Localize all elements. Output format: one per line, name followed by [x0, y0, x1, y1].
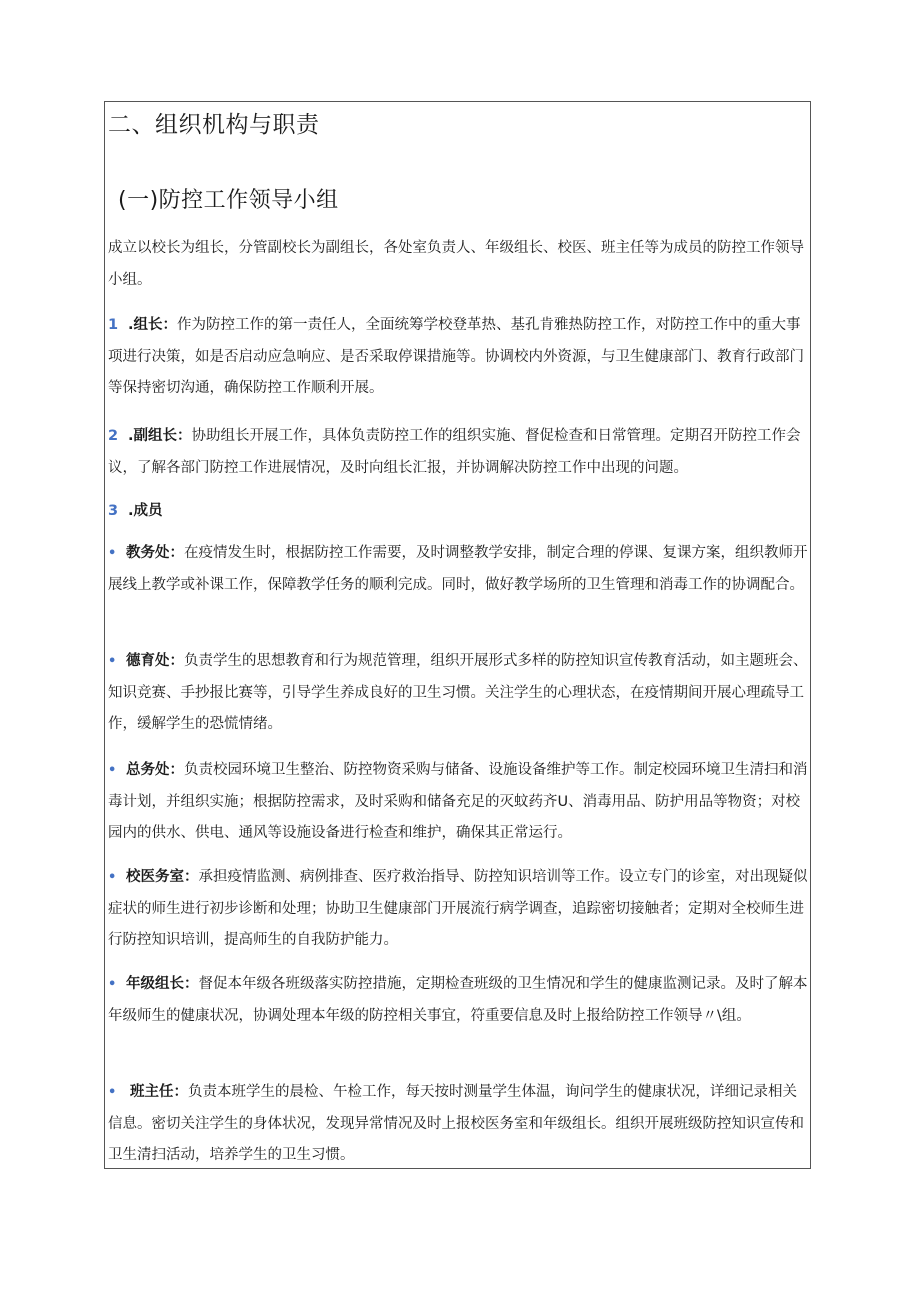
- numbered-item-deputy: [108, 421, 808, 484]
- member-term: 德育处：: [126, 653, 184, 669]
- numbered-item-leader: [108, 310, 808, 405]
- member-item-clinic: [108, 862, 808, 957]
- section-title: 二、组织机构与职责: [108, 112, 320, 138]
- member-item-grade-leader: [108, 969, 808, 1032]
- item-text: 协助组长开展工作，具体负责防控工作的组织实施、督促检查和日常管理。定期召开防控工作会议，了解各部门防控工作进展情况，及时向组长汇报，并协调解决防控工作中出现的问题。: [108, 428, 801, 476]
- member-text: 负责本班学生的晨检、午检工作，每天按时测量学生体温，询问学生的健康状况，详细记录相关信息。密切关注学生的身体状况，发现异常情况及时上报校医务室和年级组长。组织开展班级防控知识宣传和卫生清扫活动，培养学生的卫生习惯。: [108, 1084, 804, 1163]
- member-item-moral: [108, 646, 808, 741]
- bullet-icon: •: [108, 977, 117, 992]
- member-term: 教务处：: [126, 545, 184, 561]
- member-item-general-affairs: [108, 755, 808, 850]
- member-term: 总务处：: [126, 762, 184, 778]
- item-term: 成员: [133, 503, 163, 519]
- member-text: 负责校园环境卫生整治、防控物资采购与储备、设施设备维护等工作。制定校园环境卫生清扫和消毒计划，并组织实施；根据防控需求，及时采购和储备充足的灭蚊药齐U、消毒用品、防护用品等物资；对校园内的供水、供电、通风等设施设备进行检查和维护，确保其正常运行。: [108, 762, 808, 841]
- bullet-icon: •: [108, 1085, 117, 1100]
- subsection-title: (一)防控工作领导小组: [118, 188, 339, 213]
- item-number: 1: [108, 317, 119, 333]
- member-text: 承担疫情监测、病例排查、医疗救治指导、防控知识培训等工作。设立专门的诊室，对出现疑似症状的师生进行初步诊断和处理；协助卫生健康部门开展流行病学调查，追踪密切接触者；定期对全校师生进行防控知识培训，提高师生的自我防护能力。: [108, 869, 808, 948]
- member-text: 督促本年级各班级落实防控措施，定期检查班级的卫生情况和学生的健康监测记录。及时了解本年级师生的健康状况，协调处理本年级的防控相关事宜，符重要信息及时上报给防控工作领导〃\组。: [108, 976, 808, 1024]
- item-term: 副组长：: [133, 428, 192, 444]
- item-prefix: .: [128, 503, 134, 519]
- item-prefix: .: [128, 428, 134, 444]
- bullet-icon: •: [108, 546, 117, 561]
- bullet-icon: •: [108, 870, 117, 885]
- item-term: 组长：: [133, 317, 178, 333]
- bullet-icon: •: [108, 654, 117, 669]
- item-number: 2: [108, 428, 119, 444]
- intro-paragraph: 成立以校长为组长，分管副校长为副组长，各处室负责人、年级组长、校医、班主任等为成员的防控工作领导小组。: [108, 240, 804, 288]
- member-item-class-teacher: [108, 1077, 808, 1172]
- numbered-item-members: [108, 496, 808, 528]
- member-term: 年级组长：: [126, 976, 199, 992]
- bullet-icon: •: [108, 763, 117, 778]
- item-prefix: .: [128, 317, 134, 333]
- item-number: 3: [108, 503, 119, 519]
- item-text: 作为防控工作的第一责任人，全面统筹学校登革热、基孔肯雅热防控工作，对防控工作中的重大事项进行决策，如是否启动应急响应、是否采取停课措施等。协调校内外资源，与卫生健康部门、教育行政部门等保持密切沟通，确保防控工作顺利开展。: [108, 317, 804, 396]
- member-text: 负责学生的思想教育和行为规范管理，组织开展形式多样的防控知识宣传教育活动，如主题班会、知识竞赛、手抄报比赛等，引导学生养成良好的卫生习惯。关注学生的心理状态，在疫情期间开展心理疏导工作，缓解学生的恐慌情绪。: [108, 653, 808, 732]
- member-term: 校医务室：: [126, 869, 199, 885]
- member-item-academic: [108, 538, 808, 601]
- member-term: 班主任：: [130, 1084, 188, 1100]
- member-text: 在疫情发生时，根据防控工作需要，及时调整教学安排，制定合理的停课、复课方案，组织教师开展线上教学或补课工作，保障教学任务的顺利完成。同时，做好教学场所的卫生管理和消毒工作的协调配合。: [108, 545, 808, 593]
